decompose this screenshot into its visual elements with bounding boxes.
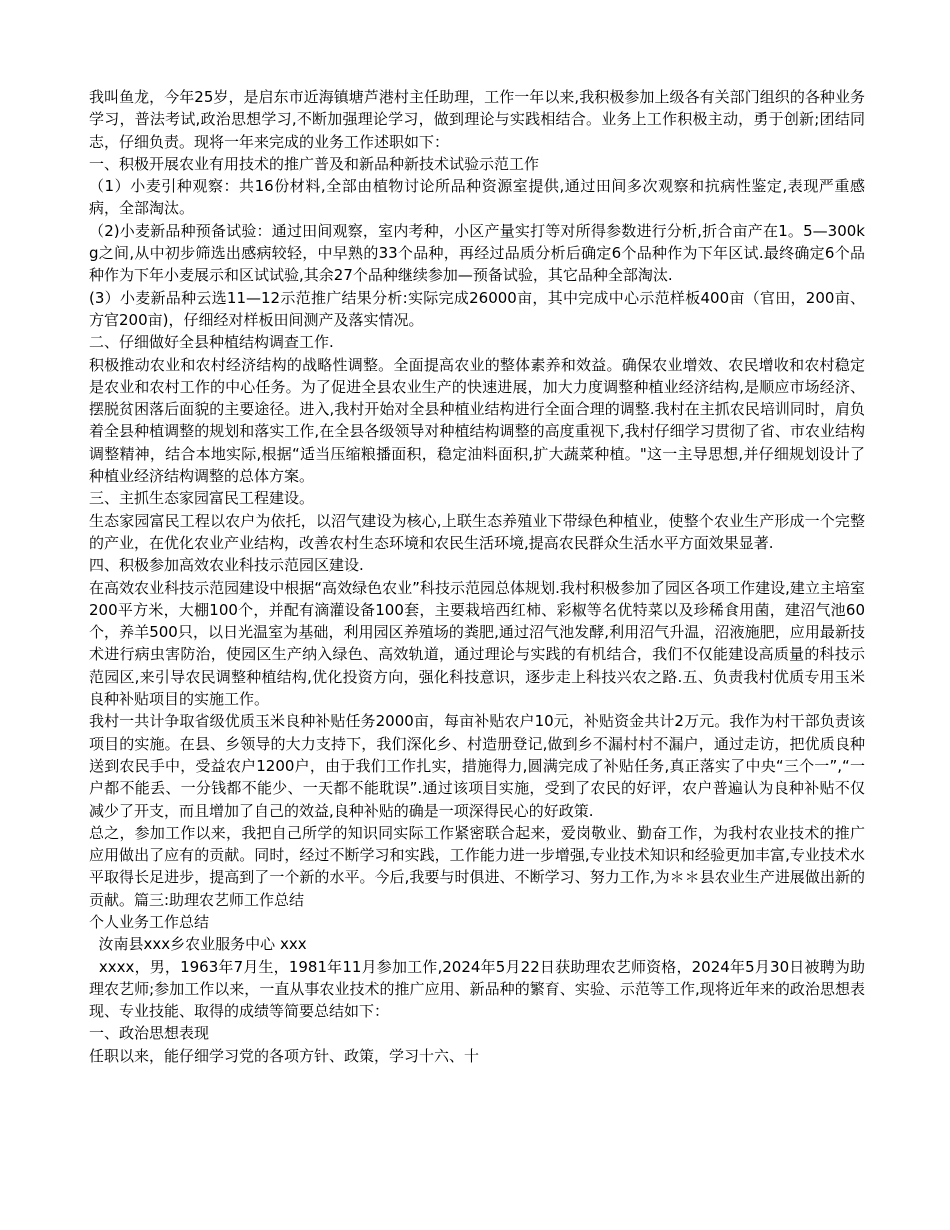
structure-adjustment-paragraph: 积极推动农业和农村经济结构的战略性调整。全面提高农业的整体素养和效益。确保农业增效、农民增收和农村稳定是农业和农村工作的中心任务。为了促进全县农业生产的快速进展，加大力度调整种植业经济结构,是顺应市场经济、摆脱贫困落后面貌的主要途径。进入,我村开始对全县种植业结构进行全面合理的调整.我村在主抓农民培训同时，肩负着全县种植调整的规划和落实工作,在全县各级领导对种植结构调整的高度重视下,我村仔细学习贯彻了省、市农业结构调整精神，结合本地实际,根据“适当压缩粮播面积，稳定油料面积,扩大蔬菜种植。"这一主导思想,并仔细规划设计了种植业经济结构调整的总体方案。 (89, 355, 865, 486)
summary-paragraph: 总之，参加工作以来，我把自己所学的知识同实际工作紧密联合起来，爱岗敬业、勤奋工作，为我村农业技术的推广应用做出了应有的贡献。同时，经过不断学习和实践，工作能力进一步增强,专业技术知识和经验更加丰富,专业技术水平取得长足进步，提高到了一个新的水平。今后,我要与时俱进、不断学习、努力工作,为＊＊县农业生产进展做出新的贡献。篇三:助理农艺师工作总结 (89, 823, 865, 909)
document-page (89, 86, 865, 1067)
item-wheat-preliminary-trial: （2)小麦新品种预备试验：通过田间观察，室内考种，小区产量实打等对所得参数进行分析,折合亩产在1。5—300kg之间,从中初步筛选出感病较轻，中早熟的33个品种，再经过品质分析后确定6个品种作为下年区试.最终确定6个品种作为下年小麦展示和区试试验,其余27个品种继续参加—预备试验，其它品种全部淘汰. (89, 221, 865, 285)
section-heading-1: 一、积极开展农业有用技术的推广普及和新品种新技术试验示范工作 (89, 154, 540, 173)
item-wheat-demonstration: (3）小麦新品种云选11—12示范推广结果分析:实际完成26000亩，其中完成中心示范样板400亩（官田，200亩、方官200亩)，仔细经对样板田间测产及落实情况。 (89, 288, 865, 329)
section-heading-political: 一、政治思想表现 (89, 1024, 210, 1043)
intro-paragraph: 我叫鱼龙，今年25岁，是启东市近海镇塘芦港村主任助理，工作一年以来,我积极参加上级各有关部门组织的各种业务学习，普法考试,政治思想学习,不断加强理论学习，做到理论与实践相结合。业务上工作积极主动，勇于创新;团结同志，仔细负责。现将一年来完成的业务工作述职如下： (89, 88, 865, 151)
author-line: 汝南县xxx乡农业服务中心 xxx (89, 935, 307, 954)
eco-home-paragraph: 生态家园富民工程以农户为依托，以沼气建设为核心,上联生态养殖业下带绿色种植业，使整个农业生产形成一个完整的产业，在优化农业产业结构，改善农村生态环境和农民生活环境,提高农民群众生活水平方面效果显著. (89, 511, 865, 552)
section-heading-3: 三、主抓生态家园富民工程建设。 (89, 489, 315, 508)
section-heading-2: 二、仔细做好全县种植结构调查工作. (89, 333, 334, 352)
demo-park-paragraph: 在高效农业科技示范园建设中根据“高效绿色农业”科技示范园总体规划.我村积极参加了园区各项工作建设,建立主培室200平方米，大棚100个，并配有滴灌设备100套，主要栽培西红柿、彩椒等名优特菜以及珍稀食用菌，建沼气池60个，养羊500只，以日光温室为基础，利用园区养殖场的粪肥,通过沼气池发酵,利用沼气升温，沼液施肥，应用最新技术进行病虫害防治，使园区生产纳入绿色、高效轨道，通过理论与实践的有机结合，我们不仅能建设高质量的科技示范园区,来引导农民调整种植结构,优化投资方向，强化科技意识，逐步走上科技兴农之路.五、负责我村优质专用玉米良种补贴项目的实施工作。 (89, 578, 865, 709)
section-heading-4: 四、积极参加高效农业科技示范园区建设. (89, 556, 364, 575)
item-wheat-introduction: （1）小麦引种观察：共16份材料,全部由植物讨论所品种资源室提供,通过田间多次观察和抗病性鉴定,表现严重感病，全部淘汰。 (89, 177, 865, 218)
profile-paragraph: xxxx，男，1963年7月生，1981年11月参加工作,2024年5月22日获助理农艺师资格，2024年5月30日被聘为助理农艺师;参加工作以来，一直从事农业技术的推广应用、新品种的繁育、实验、示范等工作,现将近年来的政治思想表现、专业技能、取得的成绩等简要总结如下： (89, 957, 865, 1021)
political-paragraph: 任职以来，能仔细学习党的各项方针、政策，学习十六、十 (89, 1046, 480, 1065)
corn-subsidy-paragraph: 我村一共计争取省级优质玉米良种补贴任务2000亩，每亩补贴农户10元，补贴资金共计2万元。我作为村干部负责该项目的实施。在县、乡领导的大力支持下，我们深化乡、村造册登记,做到乡不漏村村不漏户，通过走访，把优质良种送到农民手中，受益农户1200户，由于我们工作扎实，措施得力,圆满完成了补贴任务,真正落实了中央“三个一”,“一户都不能丢、一分钱都不能少、一天都不能耽误”.通过该项目实施，受到了农民的好评，农户普遍认为良种补贴不仅减少了开支，而且增加了自己的效益,良种补贴的确是一项深得民心的好政策. (89, 712, 865, 820)
report-title: 个人业务工作总结 (89, 912, 210, 931)
